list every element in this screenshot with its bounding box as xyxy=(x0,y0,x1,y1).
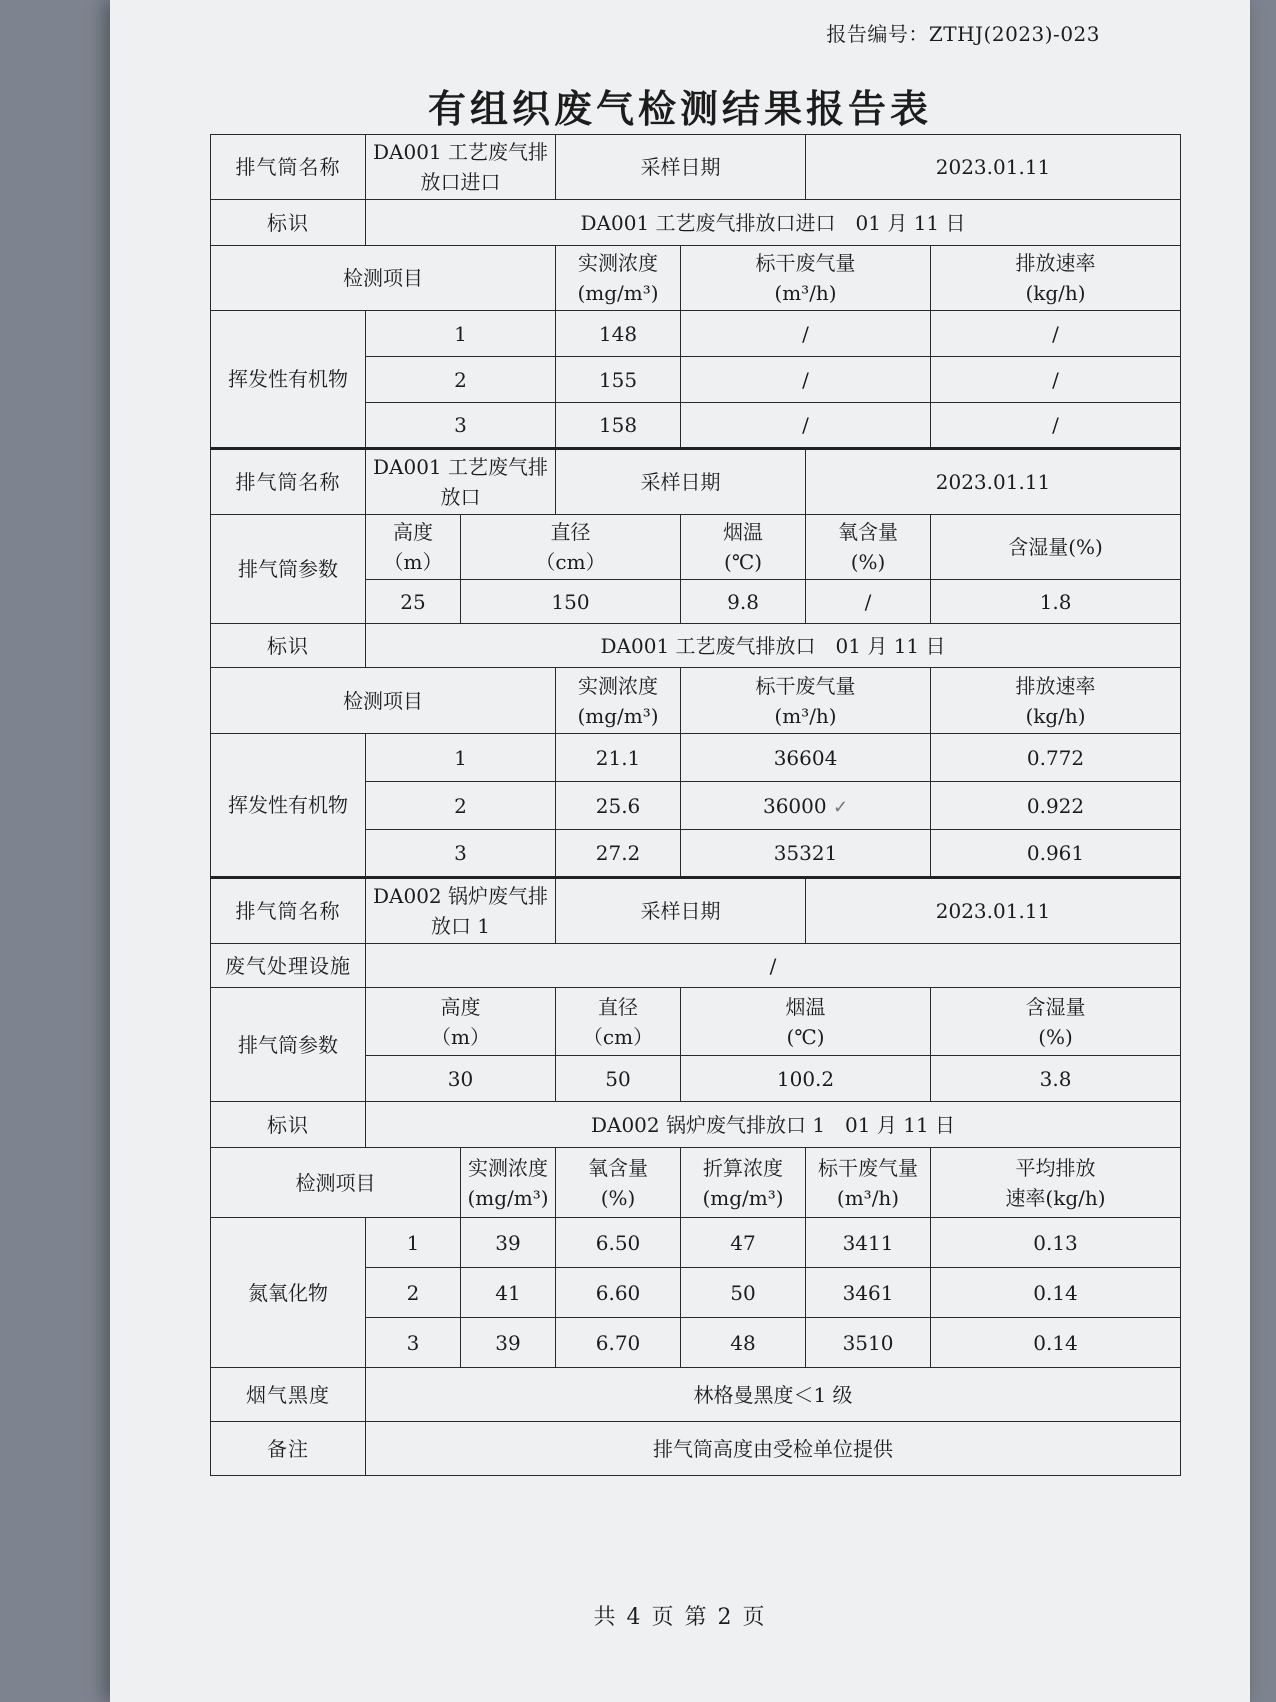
s3-height: 30 xyxy=(366,1056,556,1102)
s1-header-row xyxy=(211,135,1181,200)
s2-pollutant: 挥发性有机物 xyxy=(211,734,366,878)
s2-row1-conc: 21.1 xyxy=(556,734,681,782)
s3-row1-flow: 3411 xyxy=(806,1218,931,1268)
s1-pollutant: 挥发性有机物 xyxy=(211,311,366,449)
s2-flow-header: 标干废气量 (m³/h) xyxy=(681,668,931,734)
s1-row1-flow: / xyxy=(681,311,931,357)
s1-row2-conc: 155 xyxy=(556,357,681,403)
s2-col-header-row xyxy=(211,668,1181,734)
s3-treatment-row xyxy=(211,944,1181,988)
s3-row1-n: 1 xyxy=(366,1218,461,1268)
s2-stack-name: DA001 工艺废气排放口 xyxy=(366,449,556,515)
s1-date-label: 采样日期 xyxy=(556,135,806,200)
s3-moisture-header: 含湿量 (%) xyxy=(931,988,1181,1056)
s3-remarks-label: 备注 xyxy=(211,1422,366,1476)
s2-row2-flow: 36000 xyxy=(762,793,827,818)
report-title: 有组织废气检测结果报告表 xyxy=(427,87,932,131)
table-row xyxy=(211,311,1181,357)
s1-flow-header: 标干废气量 (m³/h) xyxy=(681,246,931,311)
s2-temp: 9.8 xyxy=(681,580,806,624)
s2-conc-header: 实测浓度 (mg/m³) xyxy=(556,668,681,734)
s3-date-label: 采样日期 xyxy=(556,878,806,944)
s2-row1-n: 1 xyxy=(366,734,556,782)
s2-moisture: 1.8 xyxy=(931,580,1181,624)
s3-conc-header: 实测浓度 (mg/m³) xyxy=(461,1148,556,1218)
s3-row2-oxygen: 6.60 xyxy=(556,1268,681,1318)
s3-smoke: 林格曼黑度＜1 级 xyxy=(366,1368,1181,1422)
s2-row3-conc: 27.2 xyxy=(556,830,681,878)
table-row xyxy=(211,734,1181,782)
s2-row2-flow-cell xyxy=(681,782,931,830)
s2-row1-rate: 0.772 xyxy=(931,734,1181,782)
s1-mark: DA001 工艺废气排放口进口 01 月 11 日 xyxy=(366,200,1181,246)
s3-date: 2023.01.11 xyxy=(806,878,1181,944)
s2-row3-n: 3 xyxy=(366,830,556,878)
s2-diameter-header: 直径 （cm） xyxy=(461,515,681,580)
s2-row2-rate: 0.922 xyxy=(931,782,1181,830)
s1-date: 2023.01.11 xyxy=(806,135,1181,200)
result-table xyxy=(210,134,1181,1476)
s3-mark: DA002 锅炉废气排放口 1 01 月 11 日 xyxy=(366,1102,1181,1148)
s2-height-header: 高度 （m） xyxy=(366,515,461,580)
report-page xyxy=(110,0,1250,1702)
s3-rate-header: 平均排放 速率(kg/h) xyxy=(931,1148,1181,1218)
s3-remarks-row xyxy=(211,1422,1181,1476)
s3-smoke-label: 烟气黑度 xyxy=(211,1368,366,1422)
s3-flow-header: 标干废气量 (m³/h) xyxy=(806,1148,931,1218)
s3-height-header: 高度 （m） xyxy=(366,988,556,1056)
s3-temp-header: 烟温 (℃) xyxy=(681,988,931,1056)
s3-stack-params-label: 排气筒参数 xyxy=(211,988,366,1102)
s1-row2-n: 2 xyxy=(366,357,556,403)
s2-row2-n: 2 xyxy=(366,782,556,830)
report-number: 报告编号：ZTHJ(2023)-023 xyxy=(826,22,1100,46)
s3-row2-rate: 0.14 xyxy=(931,1268,1181,1318)
s3-row3-conc: 39 xyxy=(461,1318,556,1368)
page-footer: 共 4 页 第 2 页 xyxy=(593,1605,767,1630)
s2-test-item-label: 检测项目 xyxy=(211,668,556,734)
s2-oxygen: / xyxy=(806,580,931,624)
s3-row3-conv: 48 xyxy=(681,1318,806,1368)
s3-row2-flow: 3461 xyxy=(806,1268,931,1318)
s3-mark-label: 标识 xyxy=(211,1102,366,1148)
s3-row3-rate: 0.14 xyxy=(931,1318,1181,1368)
s3-row3-flow: 3510 xyxy=(806,1318,931,1368)
s2-mark-row xyxy=(211,624,1181,668)
s2-stack-params-label: 排气筒参数 xyxy=(211,515,366,624)
s3-param-header-row xyxy=(211,988,1181,1056)
s3-oxygen-header: 氧含量 (%) xyxy=(556,1148,681,1218)
s1-mark-label: 标识 xyxy=(211,200,366,246)
s3-row2-n: 2 xyxy=(366,1268,461,1318)
s3-test-item-label: 检测项目 xyxy=(211,1148,461,1218)
s3-mark-row xyxy=(211,1102,1181,1148)
s3-row1-conc: 39 xyxy=(461,1218,556,1268)
s3-stack-name-label: 排气筒名称 xyxy=(211,878,366,944)
s1-row2-rate: / xyxy=(931,357,1181,403)
s2-mark: DA001 工艺废气排放口 01 月 11 日 xyxy=(366,624,1181,668)
s3-diameter-header: 直径 （cm） xyxy=(556,988,681,1056)
s3-temp: 100.2 xyxy=(681,1056,931,1102)
s2-height: 25 xyxy=(366,580,461,624)
s3-row2-conc: 41 xyxy=(461,1268,556,1318)
s3-header-row xyxy=(211,878,1181,944)
s3-moisture: 3.8 xyxy=(931,1056,1181,1102)
s2-row3-flow: 35321 xyxy=(681,830,931,878)
s3-diameter: 50 xyxy=(556,1056,681,1102)
s2-row2-conc: 25.6 xyxy=(556,782,681,830)
s3-pollutant: 氮氧化物 xyxy=(211,1218,366,1368)
s2-row1-flow: 36604 xyxy=(681,734,931,782)
s1-row3-n: 3 xyxy=(366,403,556,449)
s3-stack-name: DA002 锅炉废气排放口 1 xyxy=(366,878,556,944)
s2-param-header-row xyxy=(211,515,1181,580)
s3-row1-rate: 0.13 xyxy=(931,1218,1181,1268)
s3-conv-header: 折算浓度 (mg/m³) xyxy=(681,1148,806,1218)
s2-oxygen-header: 氧含量 (%) xyxy=(806,515,931,580)
s3-remarks: 排气筒高度由受检单位提供 xyxy=(366,1422,1181,1476)
s1-stack-name: DA001 工艺废气排放口进口 xyxy=(366,135,556,200)
s3-row3-oxygen: 6.70 xyxy=(556,1318,681,1368)
s1-row1-rate: / xyxy=(931,311,1181,357)
s3-smoke-row xyxy=(211,1368,1181,1422)
s3-treatment-label: 废气处理设施 xyxy=(211,944,366,988)
s2-rate-header: 排放速率 (kg/h) xyxy=(931,668,1181,734)
s2-diameter: 150 xyxy=(461,580,681,624)
s3-row1-oxygen: 6.50 xyxy=(556,1218,681,1268)
s3-row2-conv: 50 xyxy=(681,1268,806,1318)
s2-header-row xyxy=(211,449,1181,515)
s2-moisture-header: 含湿量(%) xyxy=(931,515,1181,580)
check-mark-icon: ✓ xyxy=(832,796,849,818)
s1-row3-conc: 158 xyxy=(556,403,681,449)
s3-treatment: / xyxy=(366,944,1181,988)
s2-temp-header: 烟温 (℃) xyxy=(681,515,806,580)
s1-rate-header: 排放速率 (kg/h) xyxy=(931,246,1181,311)
s1-conc-header: 实测浓度 (mg/m³) xyxy=(556,246,681,311)
s3-row3-n: 3 xyxy=(366,1318,461,1368)
s3-row1-conv: 47 xyxy=(681,1218,806,1268)
s1-row1-n: 1 xyxy=(366,311,556,357)
s2-mark-label: 标识 xyxy=(211,624,366,668)
s1-row1-conc: 148 xyxy=(556,311,681,357)
s1-row3-flow: / xyxy=(681,403,931,449)
s2-date-label: 采样日期 xyxy=(556,449,806,515)
s1-row2-flow: / xyxy=(681,357,931,403)
s1-stack-name-label: 排气筒名称 xyxy=(211,135,366,200)
s3-col-header-row xyxy=(211,1148,1181,1218)
s2-row3-rate: 0.961 xyxy=(931,830,1181,878)
s2-stack-name-label: 排气筒名称 xyxy=(211,449,366,515)
table-row xyxy=(211,1218,1181,1268)
s1-mark-row xyxy=(211,200,1181,246)
s2-date: 2023.01.11 xyxy=(806,449,1181,515)
s1-row3-rate: / xyxy=(931,403,1181,449)
s1-test-item-label: 检测项目 xyxy=(211,246,556,311)
s1-col-header-row xyxy=(211,246,1181,311)
